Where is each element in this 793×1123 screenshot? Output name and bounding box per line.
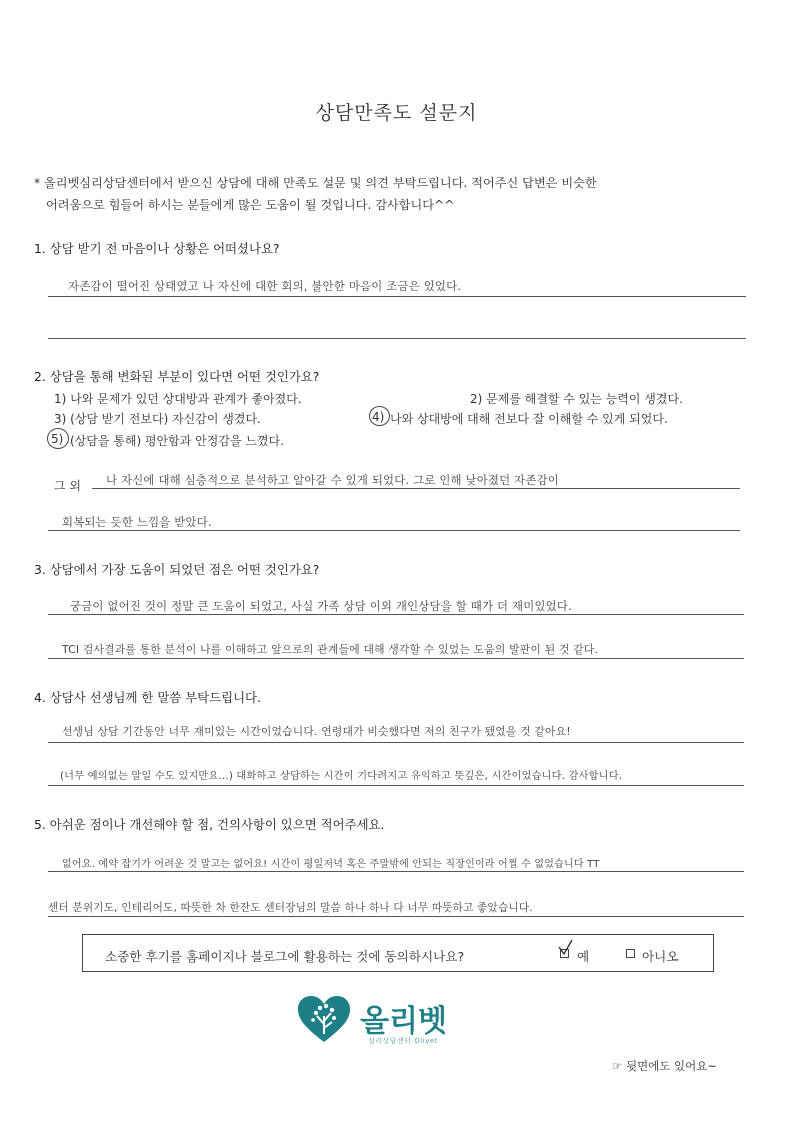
q5-answer-underline-1 (48, 871, 744, 872)
page-title: 상담만족도 설문지 (315, 102, 478, 124)
q3-answer-line-2: TCI 검사결과를 통한 분석이 나를 이해하고 앞으로의 관계들에 대해 생각할 수 있었는 도움의 발판이 된 것 같다. (62, 643, 599, 656)
q2-answer-underline-2 (48, 530, 740, 531)
consent-question: 소중한 후기를 홈페이지나 블로그에 활용하는 것에 동의하시나요? (105, 949, 465, 964)
question-1: 1. 상담 받기 전 마음이나 상황은 어떠셨나요? (34, 241, 280, 256)
q4-answer-underline-1 (48, 742, 744, 743)
q3-answer-underline-2 (48, 658, 744, 659)
back-page-note: ☞ 뒷면에도 있어요~ (612, 1059, 718, 1073)
q1-answer-underline-2 (48, 338, 746, 339)
q2-option-3: 3) (상담 받기 전보다) 자신감이 생겼다. (54, 412, 261, 426)
q5-answer-line-1: 없어요. 예약 잡기가 어려운 것 말고는 없어요! 시간이 평일저녁 혹은 주말밖에 안되는 직장인이라 어쩔 수 없었습니다 TT (62, 859, 600, 870)
q2-answer-line-1: 나 자신에 대해 심층적으로 분석하고 알아갈 수 있게 되었다. 그로 인해 낮아졌던 자존감이 (106, 473, 559, 487)
q2-option-5: (상담을 통해) 평안함과 안정감을 느꼈다. (70, 434, 284, 448)
q2-option-5-number: 5) (51, 432, 64, 446)
question-4: 4. 상담사 선생님께 한 말씀 부탁드립니다. (34, 690, 261, 705)
q1-answer-line-1: 자존감이 떨어진 상태였고 나 자신에 대한 회의, 불안한 마음이 조금은 있었다. (68, 279, 462, 293)
q4-answer-line-1: 선생님 상담 기간동안 너무 재미있는 시간이었습니다. 연령대가 비슷했다면 저의 친구가 됐었을 것 같아요! (62, 725, 571, 738)
q3-answer-underline-1 (48, 614, 744, 615)
q5-answer-line-2: 센터 분위기도, 인테리어도, 따뜻한 차 한잔도 센터장님의 말씀 하나 하나 다 너무 따뜻하고 좋았습니다. (48, 902, 533, 914)
q2-option-4-number: 4) (372, 410, 385, 424)
check-mark-icon (557, 938, 575, 958)
q2-answer-underline-1 (92, 488, 740, 489)
q1-answer-underline-1 (48, 296, 746, 297)
logo-name: 올리벳 (360, 1004, 447, 1039)
q2-other-label: 그 외 (54, 479, 81, 493)
heart-tree-logo-icon (296, 994, 352, 1044)
q2-answer-line-2: 회복되는 듯한 느낌을 받았다. (62, 515, 212, 529)
question-3: 3. 상담에서 가장 도움이 되었던 점은 어떤 것인가요? (34, 562, 320, 577)
question-2: 2. 상담을 통해 변화된 부분이 있다면 어떤 것인가요? (34, 369, 320, 384)
logo-subtitle: 심리상담센터 Olivet (368, 1037, 438, 1045)
q4-answer-underline-2 (48, 785, 744, 786)
q4-answer-line-2: (너무 예의없는 말일 수도 있지만요...) 대화하고 상담하는 시간이 기다려지고 유익하고 뜻깊은, 시간이었습니다. 감사합니다. (60, 771, 623, 782)
q3-answer-line-1: 궁금이 없어진 것이 정말 큰 도움이 되었고, 사실 가족 상담 이외 개인상담을 할 때가 더 재미있었다. (70, 599, 572, 613)
q5-answer-underline-2 (48, 916, 744, 917)
consent-no-checkbox[interactable] (626, 949, 635, 958)
intro-line-1: * 올리벳심리상담센터에서 받으신 상담에 대해 만족도 설문 및 의견 부탁드립니다. 적어주신 답변은 비슷한 (34, 176, 597, 190)
q2-option-1: 1) 나와 문제가 있던 상대방과 관계가 좋아졌다. (54, 392, 302, 406)
question-5: 5. 아쉬운 점이나 개선해야 할 점, 건의사항이 있으면 적어주세요. (34, 817, 385, 832)
intro-line-2: 어려움으로 힘들어 하시는 분들에게 많은 도움이 될 것입니다. 감사합니다^^ (46, 198, 455, 212)
q2-option-4: 나와 상대방에 대해 전보다 잘 이해할 수 있게 되었다. (390, 412, 668, 426)
q2-option-2: 2) 문제를 해결할 수 있는 능력이 생겼다. (470, 392, 683, 406)
consent-no-label: 아니오 (642, 949, 679, 964)
consent-yes-label: 예 (577, 949, 590, 964)
